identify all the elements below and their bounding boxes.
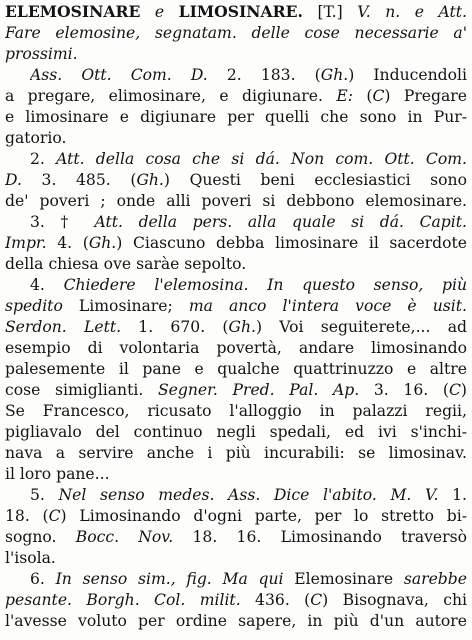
text-run: Gh. (228, 318, 256, 336)
text-line (30, 149, 467, 169)
text-run: 3. † (30, 213, 95, 231)
text-line (5, 611, 467, 631)
text-line (5, 338, 467, 358)
text-run: 2. (30, 150, 57, 168)
text-run: sogno. (5, 528, 76, 546)
text-run: ) Voi seguiterete,... ad (255, 318, 467, 336)
text-run: Att. della pers. alla quale si dá. Capit. (94, 213, 467, 231)
text-run: [T.] (302, 3, 358, 21)
text-line (5, 359, 467, 379)
text-line (5, 443, 467, 463)
text-run: C (48, 507, 61, 525)
text-run: Gh. (320, 66, 349, 84)
text-run: ( (352, 87, 373, 105)
text-run: Fare elemosine, segnatam. delle cose necessarie a' (5, 24, 467, 42)
text-run: 3. 16. ( (359, 381, 449, 399)
text-line (5, 233, 467, 253)
text-run: il loro pane... (5, 465, 110, 483)
text-line (5, 464, 467, 484)
text-run: 1. 670. ( (121, 318, 229, 336)
text-run: LIMOSINARE. (178, 2, 303, 21)
text-line (30, 65, 467, 85)
text-run: l'isola. (5, 549, 56, 567)
text-line (5, 86, 467, 106)
text-run: 18. 16. Limosinando traversò (173, 528, 467, 546)
text-run: Nel senso medes. Ass. Dice l'abito. M. V. (58, 486, 439, 504)
text-run: palesemente il pane e qualche quattrinuzzo e altre (5, 360, 467, 378)
text-line (5, 128, 467, 148)
text-line (30, 275, 467, 295)
text-run: prossimi. (5, 45, 78, 63)
text-run: ma anco l'intera voce è usit. (188, 297, 467, 315)
text-run: ) (460, 381, 467, 399)
text-run: ) Ciascuno debba limosinare il sacerdote (116, 234, 467, 252)
text-line (5, 296, 467, 316)
text-run: pigliavalo del continuo negli spedali, ed ivi s'inchi- (5, 423, 467, 441)
text-run: C (372, 87, 385, 105)
text-line (5, 254, 467, 274)
text-run: Elemosinare (283, 570, 404, 588)
text-run: Chiedere l'elemosina. In questo senso, più (63, 276, 467, 294)
text-run: 3. 485. ( (21, 171, 137, 189)
text-line (5, 107, 467, 127)
text-run: ) Limosinando d'ogni parte, per lo stretto bi- (60, 507, 467, 525)
text-run: E: (336, 87, 353, 105)
text-run: Gh. (136, 171, 164, 189)
text-line (30, 212, 467, 232)
text-line (5, 44, 467, 64)
text-line (5, 527, 467, 547)
text-run: ) Pregare (384, 87, 467, 105)
text-run: della chiesa ove saràe sepolto. (5, 255, 247, 273)
text-line (30, 485, 467, 505)
text-run: Gh. (88, 234, 117, 252)
text-run: l'avesse voluto per ordine sapere, in più d'un autore (5, 612, 467, 630)
text-run: Serdon. Lett. (5, 318, 122, 336)
text-run: ) Questi beni ecclesiastici sono (163, 171, 467, 189)
text-line (30, 569, 467, 589)
text-run: In senso sim., fig. Ma qui (55, 570, 284, 588)
text-run: 2. 183. ( (207, 66, 321, 84)
text-run: 1. (438, 486, 467, 504)
text-line (5, 23, 467, 43)
text-run: pesante. Borgh. Col. milit. (5, 591, 241, 609)
text-line (5, 422, 467, 442)
text-run: 436. ( (240, 591, 311, 609)
text-line (5, 380, 467, 400)
text-line (5, 2, 467, 22)
text-run: C (448, 381, 461, 399)
text-line (5, 317, 467, 337)
text-run: Bocc. Nov. (75, 528, 174, 546)
text-run: Se Francesco, ricusato l'alloggio in palazzi regii, (5, 402, 467, 420)
text-run: Att. della cosa che si dá. Non com. Ott. Com. (56, 150, 467, 168)
text-run: ) Inducendoli (348, 66, 467, 84)
text-run: 5. (30, 486, 59, 504)
text-line (5, 590, 467, 610)
text-run: ) Bisognava, chi (322, 591, 467, 609)
text-run: 6. (30, 570, 56, 588)
text-run: e limosinare e digiunare per quelli che sono in Pur- (5, 108, 467, 126)
text-run: 18. ( (5, 507, 49, 525)
text-run: Segner. Pred. Pal. Ap. (157, 381, 360, 399)
text-line (5, 191, 467, 211)
text-line (5, 506, 467, 526)
text-run: de' poveri ; onde alli poveri si debbono elemosinare. (5, 192, 467, 210)
text-line (5, 548, 467, 568)
text-run: cose simiglianti. (5, 381, 158, 399)
text-run: D. (5, 171, 22, 189)
text-line (5, 170, 467, 190)
text-run: Impr. (5, 234, 47, 252)
text-run: esempio di volontaria povertà, andare limosinando (5, 339, 467, 357)
text-run: sarebbe (403, 570, 467, 588)
text-run: gatorio. (5, 129, 67, 147)
text-run: e (140, 3, 179, 21)
text-line (5, 401, 467, 421)
text-run: 4. ( (46, 234, 89, 252)
text-run: a pregare, elimosinare, e digiunare. (5, 87, 337, 105)
text-run: spedito (5, 297, 63, 315)
text-run: nava a servire anche i più incurabili: se limosinav. (5, 444, 467, 462)
text-run: Ass. Ott. Com. D. (30, 66, 208, 84)
text-run: C (310, 591, 323, 609)
text-run: 4. (30, 276, 64, 294)
text-run: ELEMOSINARE (5, 2, 141, 21)
text-run: Limosinare; (62, 297, 189, 315)
text-run: V. n. e Att. (357, 3, 467, 21)
